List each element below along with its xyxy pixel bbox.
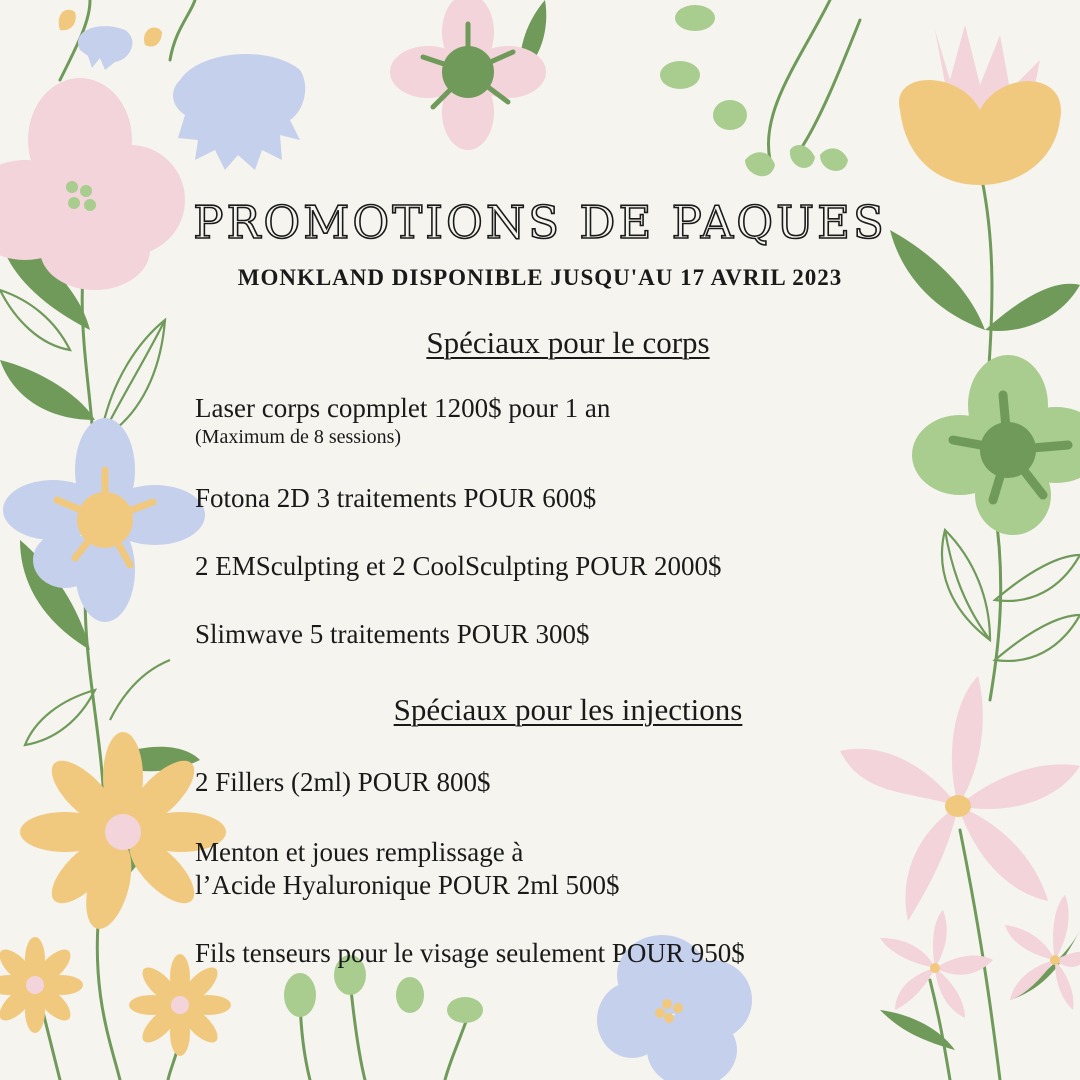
promo-item (195, 937, 745, 970)
promo-item-text: Menton et joues remplissage à (195, 837, 524, 867)
promo-item-text: Fils tenseurs pour le visage seulement POUR 950$ (195, 938, 745, 968)
promo-item-text: 2 EMSculpting et 2 CoolSculpting POUR 2000$ (195, 551, 722, 581)
promo-item (195, 618, 589, 651)
section-heading-body: Spéciaux pour le corps (426, 325, 710, 360)
promo-item-note: (Maximum de 8 sessions) (195, 426, 402, 448)
promo-item-text-line2: l’Acide Hyaluronique POUR 2ml 500$ (195, 870, 620, 900)
promo-item (195, 766, 491, 799)
promo-item (195, 836, 619, 902)
promo-item (195, 550, 722, 583)
promo-subtitle: MONKLAND DISPONIBLE JUSQU'AU 17 AVRIL 2023 (237, 265, 843, 290)
promo-item (195, 482, 596, 515)
promo-item-text: 2 Fillers (2ml) POUR 800$ (195, 767, 491, 797)
promo-item (195, 392, 610, 449)
section-heading-injections: Spéciaux pour les injections (393, 692, 743, 727)
promo-title: PROMOTIONS DE PAQUES (193, 196, 887, 249)
promo-item-text: Fotona 2D 3 traitements POUR 600$ (195, 483, 597, 513)
promo-item-text: Laser corps copmplet 1200$ pour 1 an (195, 393, 611, 423)
promo-item-text: Slimwave 5 traitements POUR 300$ (195, 619, 590, 649)
